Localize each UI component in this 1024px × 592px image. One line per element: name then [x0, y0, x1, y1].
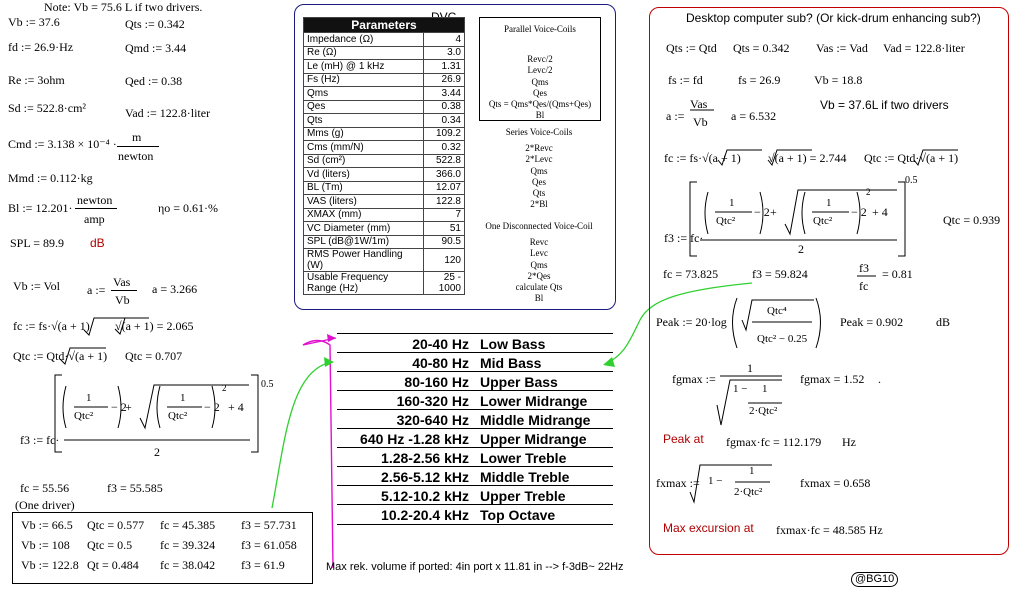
- band-name: Low Bass: [480, 336, 546, 352]
- desk-fgmax-def: fgmax :=: [672, 372, 716, 386]
- desk-max-excursion-label: Max excursion at: [663, 521, 754, 535]
- cmd-fraction-bar: [117, 146, 159, 147]
- f3-inner-1: 1: [86, 392, 92, 404]
- driver-row-1-qtc: Qtc = 0.577: [87, 518, 145, 532]
- band-row: [337, 333, 613, 353]
- band-row: [337, 409, 613, 429]
- band-row: [337, 390, 613, 410]
- parameter-row: [304, 208, 465, 222]
- parameter-value: 3.44: [424, 87, 465, 101]
- disc-item: 2*Qes: [527, 270, 551, 281]
- desk-peak-at-value: fgmax·fc = 112.179: [726, 435, 822, 449]
- f3-minus-2b: − 2: [204, 400, 220, 414]
- parameter-name: Sd (cm²): [304, 154, 424, 168]
- fd-input[interactable]: fd := 26.9·Hz: [8, 40, 74, 54]
- disc-item: Levc: [530, 248, 548, 259]
- parameter-name: Le (mH) @ 1 kHz: [304, 60, 424, 74]
- band-row: [337, 504, 613, 525]
- desk-f3-qtc-b: Qtc²: [813, 215, 833, 227]
- desk-fgmax-inner-1: 1: [762, 383, 768, 395]
- disc-item: calculate Qts: [515, 282, 563, 292]
- f3-inner-1b: 1: [180, 392, 186, 404]
- desk-f3-minus2b: − 2: [851, 205, 867, 219]
- desk-f3-1b: 1: [826, 197, 832, 209]
- qtc-def: Qtc := Qtd·√(a + 1): [13, 349, 108, 363]
- desktop-sub-panel: [649, 7, 1009, 555]
- qtc-value: Qtc = 0.707: [125, 349, 183, 363]
- desk-f3-1: 1: [729, 197, 735, 209]
- band-range: 40-80 Hz: [412, 355, 469, 371]
- parameter-value: 12.07: [424, 181, 465, 195]
- cmd-unit-den: newton: [118, 149, 154, 163]
- driver-row-2-vb[interactable]: Vb := 108: [21, 538, 70, 552]
- band-row: [337, 447, 613, 467]
- parameter-row: [304, 127, 465, 141]
- band-range: 160-320 Hz: [396, 393, 469, 409]
- parameter-name: SPL (dB@1W/1m): [304, 235, 424, 249]
- a-den: Vb: [115, 293, 130, 307]
- desk-qts-value: Qts = 0.342: [733, 41, 790, 55]
- vb-input[interactable]: Vb := 37.6: [8, 15, 60, 29]
- desk-two-drivers-note: Vb = 37.6L if two drivers: [820, 98, 949, 112]
- desk-f3-qtc: Qtc²: [716, 215, 736, 227]
- desk-a-value: a = 6.532: [731, 109, 777, 123]
- a-def-label: a :=: [87, 283, 106, 297]
- desk-vb-value[interactable]: Vb = 18.8: [814, 73, 863, 87]
- parameter-name: Vd (liters): [304, 168, 424, 182]
- parameter-name: Qes: [304, 100, 424, 114]
- series-list: [479, 143, 599, 211]
- desk-f3-label: f3 := fc·: [664, 231, 704, 245]
- mmd-input[interactable]: Mmd := 0.112·kg: [8, 171, 93, 185]
- band-range: 20-40 Hz: [412, 336, 469, 352]
- cmd-input[interactable]: Cmd := 3.138 × 10⁻⁴ ·: [8, 137, 117, 151]
- desk-max-excursion-value: fxmax·fc = 48.585 Hz: [776, 523, 883, 537]
- desk-peak-def: Peak := 20·log: [656, 315, 727, 329]
- a-value: a = 3.266: [152, 282, 198, 296]
- parameter-value: 26.9: [424, 73, 465, 87]
- band-range: 640 Hz -1.28 kHz: [360, 431, 469, 447]
- band-range: 10.2-20.4 kHz: [381, 507, 469, 523]
- band-name: Top Octave: [480, 507, 556, 523]
- band-row: [337, 485, 613, 505]
- parameter-row: [304, 114, 465, 128]
- band-range: 5.12-10.2 kHz: [381, 488, 469, 504]
- parameter-row: [304, 181, 465, 195]
- desk-peak-at-hz: Hz: [842, 435, 856, 449]
- disconnected-title: One Disconnected Voice-Coil: [485, 221, 593, 231]
- parameter-value: 120: [424, 249, 465, 272]
- parameter-value: 4: [424, 33, 465, 47]
- desk-fxmax-inner-den: 2·Qtc²: [734, 486, 763, 498]
- qts-value: Qts := 0.342: [125, 17, 185, 31]
- desk-fxmax-inner-1: 1: [749, 465, 755, 477]
- desk-sqrt-value: √(a + 1) = 2.744: [768, 151, 847, 165]
- series-item: Qts: [532, 188, 546, 198]
- parameter-value: 90.5: [424, 235, 465, 249]
- eta-value: ηo = 0.61·%: [158, 201, 219, 215]
- desk-dot: .: [878, 372, 881, 386]
- series-item: Qes: [532, 176, 546, 187]
- band-name: Upper Treble: [480, 488, 566, 504]
- parameter-name: Cms (mm/N): [304, 141, 424, 155]
- driver-row-3-f3: f3 = 61.9: [241, 558, 285, 572]
- a-num: Vas: [113, 275, 131, 289]
- f3-inner-qtc-b: Qtc²: [168, 410, 188, 422]
- series-item: 2*Levc: [525, 154, 553, 165]
- desk-fc-value: fc = 73.825: [663, 267, 719, 281]
- spl-value: SPL = 89.9: [10, 236, 64, 250]
- parameter-name: RMS Power Handling (W): [304, 249, 424, 272]
- parameter-name: Usable Frequency Range (Hz): [304, 272, 424, 295]
- desk-a-den: Vb: [693, 115, 708, 129]
- f3-label: f3 := fc·: [20, 433, 60, 447]
- parameter-row: [304, 33, 465, 47]
- driver-row-3-vb[interactable]: Vb := 122.8: [21, 558, 79, 572]
- driver-row-3-qt: Qt = 0.484: [87, 558, 139, 572]
- desk-ratio-num: f3: [859, 261, 869, 275]
- desk-fs-value: fs = 26.9: [738, 73, 781, 87]
- desk-peak-at-label: Peak at: [663, 432, 704, 446]
- parameters-title: Parameters: [304, 18, 465, 33]
- one-driver-label: (One driver): [15, 498, 75, 512]
- parameter-value: 109.2: [424, 127, 465, 141]
- parameter-row: [304, 73, 465, 87]
- parameter-name: VAS (liters): [304, 195, 424, 209]
- parameter-value: 3.0: [424, 46, 465, 60]
- parameter-value: 366.0: [424, 168, 465, 182]
- parameter-value: 522.8: [424, 154, 465, 168]
- desk-vad-value: Vad = 122.8·liter: [883, 41, 965, 55]
- band-name: Upper Bass: [480, 374, 558, 390]
- bl-unit-num: newton: [77, 193, 113, 207]
- parameter-row: [304, 235, 465, 249]
- qmd-input[interactable]: Qmd := 3.44: [125, 41, 187, 55]
- f3-denominator: 2: [154, 445, 160, 459]
- parameter-name: XMAX (mm): [304, 208, 424, 222]
- driver-row-1-f3: f3 = 57.731: [241, 518, 297, 532]
- parameter-row: [304, 46, 465, 60]
- cmd-unit-num: m: [132, 130, 142, 144]
- parameter-row: [304, 154, 465, 168]
- desk-f3-minus2: − 2: [754, 205, 770, 219]
- disconnected-list: [479, 237, 599, 305]
- left-f3-formula-lines: [55, 318, 258, 452]
- fc-value: fc = 55.56: [20, 481, 70, 495]
- band-name: Lower Treble: [480, 450, 567, 466]
- desk-fgmax-inner-den: 2·Qtc²: [749, 405, 778, 417]
- desk-fc-def: fc := fs·√(a + 1): [664, 151, 741, 165]
- f3-exponent: 0.5: [261, 379, 274, 390]
- parallel-item: Levc/2: [527, 65, 553, 76]
- f3-plus4: + 4: [228, 400, 244, 414]
- parameter-name: Impedance (Ω): [304, 33, 424, 47]
- series-item: Qms: [530, 165, 548, 176]
- desk-qtc-def: Qtc := Qtd·√(a + 1): [864, 151, 959, 165]
- vad-input[interactable]: Vad := 122.8·liter: [125, 106, 211, 120]
- desk-fgmax-value: fgmax = 1.52: [800, 372, 865, 386]
- desk-f3-exponent: 0.5: [905, 175, 918, 186]
- bl-fraction-bar: [75, 208, 117, 209]
- f3-minus-2: − 2: [111, 400, 127, 414]
- driver-row-2-f3: f3 = 61.058: [241, 538, 297, 552]
- band-range: 320-640 Hz: [396, 412, 469, 428]
- desk-f3-plus4: + 4: [872, 205, 888, 219]
- driver-row-2-fc: fc = 39.324: [160, 538, 216, 552]
- desk-f3-plus: +: [770, 205, 777, 219]
- parallel-item: Revc/2: [527, 54, 553, 64]
- driver-row-1-vb[interactable]: Vb := 66.5: [21, 518, 73, 532]
- desk-f3-sq: 2: [866, 187, 871, 197]
- vb-vol-def[interactable]: Vb := Vol: [13, 279, 61, 293]
- sd-input[interactable]: Sd := 522.8·cm²: [8, 101, 87, 115]
- parallel-title: Parallel Voice-Coils: [504, 24, 576, 34]
- parameter-row: [304, 87, 465, 101]
- parameter-row: [304, 141, 465, 155]
- desk-qtc-value: Qtc = 0.939: [943, 213, 1001, 227]
- parameter-value: 0.34: [424, 114, 465, 128]
- band-name: Middle Treble: [480, 469, 570, 485]
- parallel-item: Qts = Qms*Qes/(Qms+Qes): [488, 99, 592, 109]
- band-row: [337, 466, 613, 486]
- parameter-row: [304, 60, 465, 74]
- parallel-item: Bl: [535, 110, 545, 121]
- parameter-name: Fs (Hz): [304, 73, 424, 87]
- desk-fxmax-inner: 1 −: [708, 475, 723, 487]
- one-driver-table: [12, 512, 313, 584]
- parameters-table: [303, 17, 465, 295]
- parameter-name: Qts: [304, 114, 424, 128]
- parameter-row: [304, 249, 465, 272]
- driver-row-2-qtc: Qtc = 0.5: [87, 538, 133, 552]
- max-rek-note: Max rek. volume if ported: 4in port x 11.81 in --> f-3dB~ 22Hz: [326, 561, 624, 573]
- desk-vas-def: Vas := Vad: [816, 41, 868, 55]
- band-name: Mid Bass: [480, 355, 542, 371]
- desktop-title: Desktop computer sub? (Or kick-drum enhancing sub?): [686, 11, 981, 25]
- parameter-value: 122.8: [424, 195, 465, 209]
- parallel-item: Qms: [531, 76, 549, 87]
- band-name: Upper Midrange: [480, 431, 587, 447]
- disc-item: Qms: [530, 259, 548, 270]
- parameter-value: 1.31: [424, 60, 465, 74]
- band-row: [337, 352, 613, 372]
- parameter-name: BL (Tm): [304, 181, 424, 195]
- series-item: 2*Bl: [530, 199, 548, 210]
- band-range: 80-160 Hz: [404, 374, 469, 390]
- magenta-arrowhead-icon: [327, 334, 336, 342]
- parameter-name: Mms (g): [304, 127, 424, 141]
- band-name: Lower Midrange: [480, 393, 588, 409]
- parameter-name: VC Diameter (mm): [304, 222, 424, 236]
- f3-sq: 2: [222, 383, 227, 393]
- desk-peak-den: Qtc² − 0.25: [757, 333, 808, 345]
- bl-input[interactable]: Bl := 12.201·: [8, 201, 73, 215]
- parameter-name: Qms: [304, 87, 424, 101]
- note-two-drivers: Note: Vb = 75.6 L if two drivers.: [44, 0, 203, 14]
- band-name: Middle Midrange: [480, 412, 591, 428]
- parameter-row: [304, 222, 465, 236]
- desk-fs-def: fs := fd: [668, 73, 703, 87]
- green-arrowhead-left-icon: [324, 357, 334, 367]
- re-input[interactable]: Re := 3ohm: [8, 73, 65, 87]
- bl-unit-den: amp: [84, 212, 105, 226]
- parameters-panel: [294, 4, 616, 310]
- parallel-box: [479, 17, 601, 121]
- f3-value: f3 = 55.585: [107, 481, 163, 495]
- parameter-row: [304, 100, 465, 114]
- a-fraction-bar: [111, 290, 137, 291]
- band-row: [337, 428, 613, 448]
- disc-item: Revc: [529, 237, 549, 247]
- desk-peak-value: Peak = 0.902: [840, 315, 904, 329]
- parameter-row: [304, 272, 465, 295]
- desk-peak-num: Qtc⁴: [767, 305, 787, 317]
- desk-a-num: Vas: [690, 97, 708, 111]
- driver-row-1-fc: fc = 45.385: [160, 518, 216, 532]
- parameter-value: 0.32: [424, 141, 465, 155]
- parameter-value: 7: [424, 208, 465, 222]
- green-arrow-left: [272, 362, 332, 508]
- signature-badge: @BG10: [851, 572, 898, 587]
- parallel-list: [480, 54, 600, 122]
- sqrt-value: √(a + 1) = 2.065: [115, 319, 194, 333]
- desk-fxmax-def: fxmax :=: [656, 476, 700, 490]
- parameter-value: 51: [424, 222, 465, 236]
- desk-qts-def: Qts := Qtd: [666, 41, 717, 55]
- desk-peak-db: dB: [936, 315, 951, 329]
- parameter-row: [304, 168, 465, 182]
- band-row: [337, 371, 613, 391]
- desk-ratio-den: fc: [859, 279, 869, 293]
- desk-f3-value: f3 = 59.824: [752, 267, 808, 281]
- f3-plus: +: [125, 400, 132, 414]
- desk-f3-den: 2: [798, 242, 804, 256]
- desk-fgmax-num: 1: [747, 361, 753, 375]
- desk-fxmax-value: fxmax = 0.658: [800, 476, 871, 490]
- parallel-item: Qes: [533, 87, 547, 98]
- f3-inner-qtc: Qtc²: [74, 410, 94, 422]
- driver-row-3-fc: fc = 38.042: [160, 558, 216, 572]
- desk-fgmax-inner: 1 −: [733, 383, 748, 395]
- disc-item: Bl: [534, 293, 544, 304]
- desk-ratio-value: = 0.81: [882, 267, 913, 281]
- parameter-value: 0.38: [424, 100, 465, 114]
- fc-def: fc := fs·√(a + 1): [13, 319, 90, 333]
- parameter-name: Re (Ω): [304, 46, 424, 60]
- band-range: 2.56-5.12 kHz: [381, 469, 469, 485]
- desk-a-def: a :=: [666, 109, 685, 123]
- qed-input[interactable]: Qed := 0.38: [125, 74, 183, 88]
- spl-unit: dB: [90, 236, 105, 250]
- band-range: 1.28-2.56 kHz: [381, 450, 469, 466]
- parameter-value: 25 - 1000: [424, 272, 465, 295]
- series-item: 2*Revc: [525, 143, 553, 153]
- series-title: Series Voice-Coils: [505, 127, 573, 137]
- parameter-row: [304, 195, 465, 209]
